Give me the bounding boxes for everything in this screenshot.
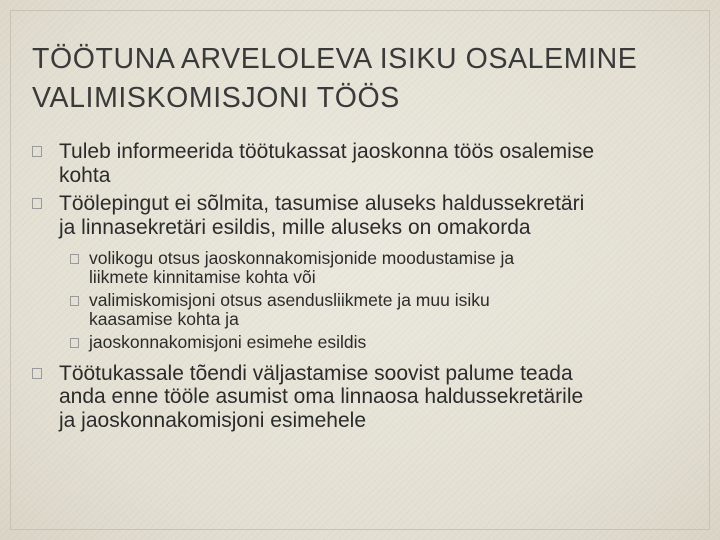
sub-list-item	[59, 333, 700, 352]
bullet-list	[32, 140, 700, 432]
list-item	[32, 192, 700, 352]
sub-bullet-list	[59, 249, 700, 352]
list-item-text: Töötukassale tõendi väljastamise soovist palume teada	[59, 361, 573, 385]
list-item-text: anda enne tööle asumist oma linnaosa haldussekretärile	[59, 385, 584, 408]
sub-list-item-text: liikmete kinnitamise kohta või	[89, 266, 316, 287]
square-bullet-icon	[32, 368, 42, 379]
list-item-text: kohta	[59, 163, 111, 187]
list-item-text: Tuleb informeerida töötukassat jaoskonna töös osalemise	[59, 140, 595, 163]
square-bullet-icon	[70, 296, 79, 306]
list-item-text: Töölepingut ei sõlmita, tasumise aluseks haldussekretäri	[59, 192, 585, 215]
square-bullet-icon	[32, 146, 42, 157]
list-item-text: ja jaoskonnakomisjoni esimehele	[59, 408, 367, 432]
slide-content	[32, 140, 700, 432]
list-item	[32, 362, 700, 433]
sub-list-item-text: valimiskomisjoni otsus asendusliikmete ja muu isiku	[89, 290, 490, 310]
sub-list-item-text: kaasamise kohta ja	[89, 308, 239, 329]
list-item-text: ja linnasekretäri esildis, mille aluseks on omakorda	[59, 215, 531, 239]
square-bullet-icon	[70, 338, 79, 348]
list-item	[32, 140, 700, 187]
sub-list-item	[59, 291, 700, 328]
title-line: TÖÖTUNA ARVELOLEVA ISIKU OSALEMINE	[32, 43, 638, 75]
title-line: VALIMISKOMISJONI TÖÖS	[32, 82, 400, 114]
sub-list-item-text: jaoskonnakomisjoni esimehe esildis	[89, 332, 367, 352]
square-bullet-icon	[70, 254, 79, 264]
sub-list-item	[59, 249, 700, 286]
slide-title	[32, 40, 692, 118]
square-bullet-icon	[32, 198, 42, 209]
sub-list-item-text: volikogu otsus jaoskonnakomisjonide moodustamise ja	[89, 248, 515, 268]
